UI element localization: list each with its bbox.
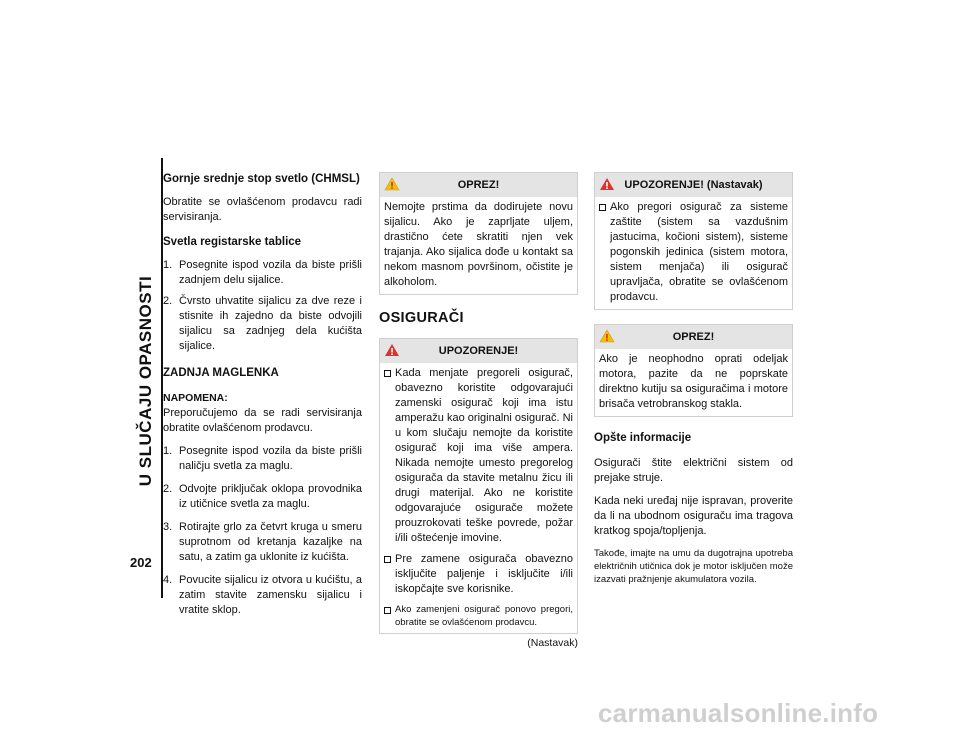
caution-box-title: OPREZ!	[672, 330, 715, 343]
fog-steps	[163, 444, 362, 618]
checkbox-square-icon	[384, 552, 395, 597]
caution-box-text: Nemojte prstima da dodirujete novu sijalicu. Ako je zaprljate uljem, drastično ćete skratiti njen vek trajanja. Ako sijalica dođe u kontakt sa nekom masnom površinom, očistite je alkoholom.	[384, 201, 573, 288]
warning-box-fuses	[379, 338, 578, 634]
caution-box-title: OPREZ!	[457, 178, 500, 191]
checkbox-square-icon	[384, 603, 395, 629]
step-text: Povucite sijalicu iz otvora u kućištu, a zatim stavite zamensku sijalicu i vratite sklop.	[179, 574, 362, 616]
checkbox-square-icon	[599, 200, 610, 305]
bullet-text: Ako zamenjeni osigurač ponovo pregori, obratite se ovlašćenom prodavcu.	[395, 604, 573, 628]
list-item	[163, 573, 362, 618]
chmsl-text: Obratite se ovlašćenom prodavcu radi servisiranja.	[163, 196, 362, 223]
page-number: 202	[130, 555, 152, 570]
list-item	[163, 482, 362, 512]
heading-license-lights: Svetla registarske tablice	[163, 236, 302, 248]
list-item	[384, 366, 573, 546]
bullet-text: Kada menjate pregoreli osigurač, obavezno koristite odgovarajući zamenski osigurač koji ima istu amperažu kao originalni osigurač. Ni u kom slučaju nemojte da koristite osigurač koji ima više ampera. Nikada nemojte umesto pregorelog osigurača da stavite metalnu žicu ili drugi materijal. Ako ne koristite odgovarajuće osigurače možete prouzrokovati teške povrede, požar i/ili oštećenje imovine.	[395, 367, 573, 544]
step-number: 4.	[163, 574, 173, 586]
step-text: Rotirajte grlo za četvrt kruga u smeru suprotnom od kretanja kazaljke na satu, a zatim ga uklonite iz kućišta.	[179, 521, 362, 563]
step-number: 1.	[163, 445, 173, 457]
caution-box-header	[380, 173, 577, 197]
column-3	[594, 172, 793, 586]
general-info-p3: Takođe, imajte na umu da dugotrajna upotreba električnih utičnica dok je motor isključen može izazvati pražnjenje akumulatora vozila.	[594, 548, 793, 585]
warning-box-title: UPOZORENJE!	[438, 344, 519, 357]
warning-box-title: UPOZORENJE! (Nastavak)	[624, 178, 763, 191]
list-item	[163, 520, 362, 565]
continued-label: (Nastavak)	[527, 637, 578, 649]
note-text: Preporučujemo da se radi servisiranja obratite ovlašćenom prodavcu.	[163, 407, 362, 434]
caution-box-engine	[594, 324, 793, 417]
step-text: Posegnite ispod vozila da biste prišli zadnjem delu sijalice.	[179, 259, 362, 286]
list-item	[599, 200, 788, 305]
step-number: 2.	[163, 483, 173, 495]
warning-triangle-icon	[384, 177, 400, 191]
warning-box-header	[380, 339, 577, 363]
general-info-p1: Osigurači štite električni sistem od prejake struje.	[594, 457, 793, 484]
section-side-label	[132, 168, 160, 593]
list-item	[384, 552, 573, 597]
heading-fuses: OSIGURAČI	[379, 310, 464, 326]
list-item	[384, 603, 573, 629]
step-number: 1.	[163, 259, 173, 271]
heading-general-info: Opšte informacije	[594, 432, 692, 444]
column-1	[163, 172, 362, 618]
list-item	[163, 294, 362, 354]
heading-rear-fog: ZADNJA MAGLENKA	[163, 367, 279, 379]
bullet-text: Ako pregori osigurač za sisteme zaštite (sistem sa vazdušnim jastucima, kočioni sistem), sisteme pogonskih jedinica (sistem motora, sistem menjača) ili osigurač upravljača, obratite se ovlašćenom prodavcu.	[610, 201, 788, 303]
warning-triangle-icon	[599, 177, 615, 191]
column-2	[379, 172, 578, 651]
checkbox-square-icon	[384, 366, 395, 546]
step-text: Odvojte priključak oklopa provodnika iz utičnice svetla za maglu.	[179, 483, 362, 510]
warning-triangle-icon	[384, 343, 400, 357]
bullet-text: Pre zamene osigurača obavezno isključite paljenje i isključite i/ili iskopčajte sve korisnike.	[395, 553, 573, 595]
caution-box-header	[595, 325, 792, 349]
list-item	[163, 258, 362, 288]
list-item	[163, 444, 362, 474]
warning-box-continued	[594, 172, 793, 310]
heading-chmsl: Gornje srednje stop svetlo (CHMSL)	[163, 173, 360, 185]
step-number: 3.	[163, 521, 173, 533]
caution-box-bulb	[379, 172, 578, 295]
watermark-text: carmanualsonline.info	[598, 698, 879, 728]
step-text: Čvrsto uhvatite sijalicu za dve reze i stisnite ih zajedno da biste odvojili sijalicu sa zadnjeg dela kućišta sijalice.	[179, 295, 362, 352]
step-text: Posegnite ispod vozila da biste prišli naličju svetla za maglu.	[179, 445, 362, 472]
section-side-label-text: U SLUČAJU OPASNOSTI	[136, 275, 155, 486]
warning-box-body	[380, 363, 577, 633]
warning-triangle-icon	[599, 329, 615, 343]
note-label: NAPOMENA:	[163, 392, 228, 404]
caution-box-text: Ako je neophodno oprati odeljak motora, pazite da ne poprskate direktno kutiju sa osiguračima i motore brisača vetrobranskog stakla.	[599, 353, 788, 410]
warning-box-body	[595, 197, 792, 309]
license-steps	[163, 258, 362, 354]
step-number: 2.	[163, 295, 173, 307]
warning-box-header	[595, 173, 792, 197]
general-info-p2: Kada neki uređaj nije ispravan, proverite da li na ubodnom osiguraču ima tragova kratkog spoja/topljenja.	[594, 495, 793, 537]
